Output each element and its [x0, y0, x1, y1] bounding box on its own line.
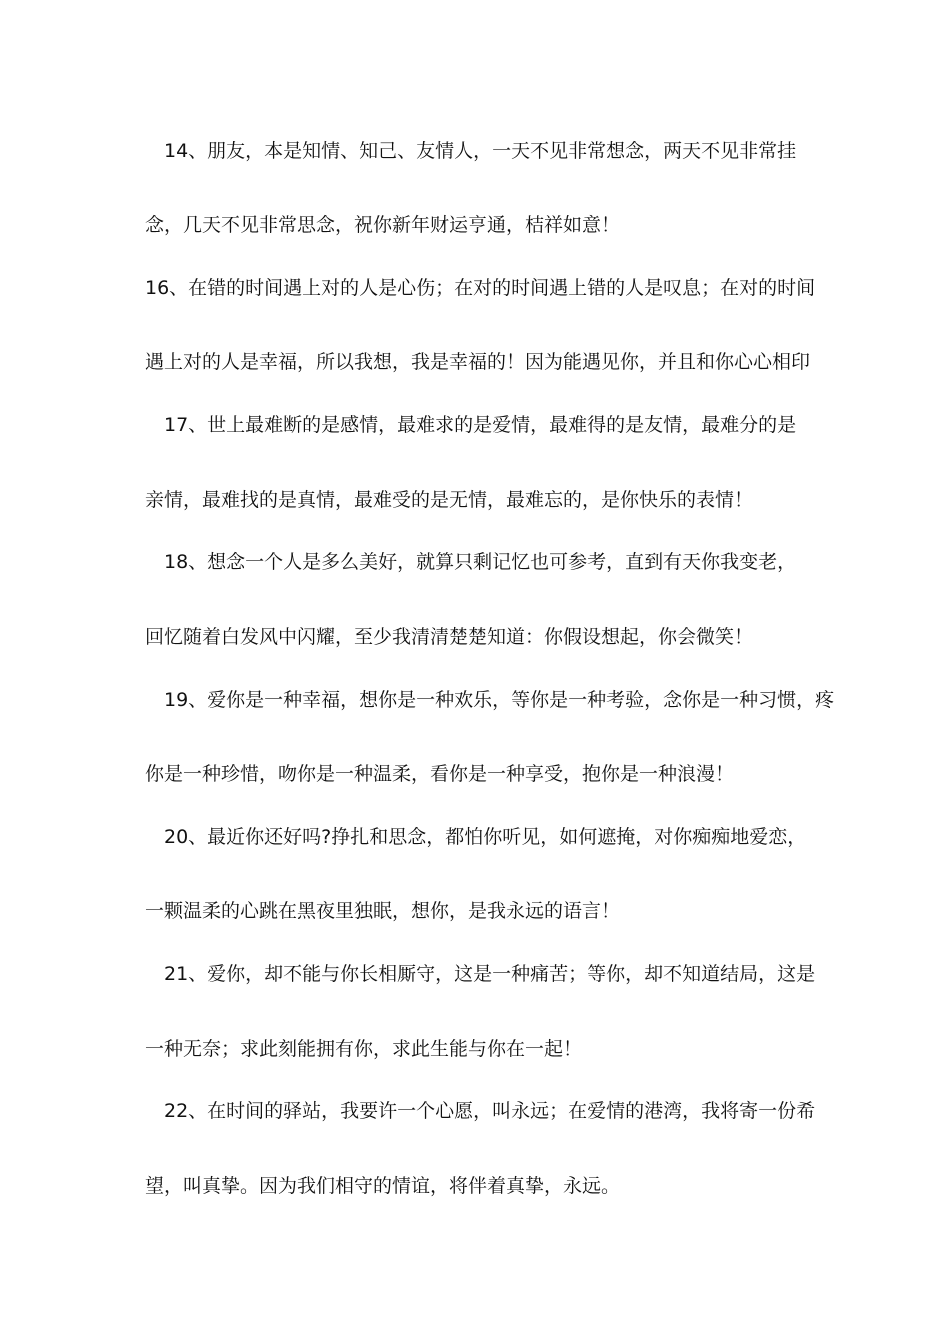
- paragraph-19-line-2: 你是一种珍惜，吻你是一种温柔，看你是一种享受，抱你是一种浪漫！: [145, 763, 735, 785]
- paragraph-14-line-1: 14、朋友，本是知情、知己、友情人，一天不见非常想念，两天不见非常挂: [164, 140, 797, 162]
- paragraph-16-line-1: 16、在错的时间遇上对的人是心伤；在对的时间遇上错的人是叹息；在对的时间: [145, 277, 816, 299]
- paragraph-22-line-1: 22、在时间的驿站，我要许一个心愿，叫永远；在爱情的港湾，我将寄一份希: [164, 1100, 816, 1122]
- paragraph-21-line-1: 21、爱你，却不能与你长相厮守，这是一种痛苦；等你，却不知道结局，这是: [164, 963, 816, 985]
- paragraph-20-line-1: 20、最近你还好吗?挣扎和思念，都怕你听见，如何遮掩，对你痴痴地爱恋，: [164, 826, 807, 848]
- paragraph-17-line-2: 亲情，最难找的是真情，最难受的是无情，最难忘的，是你快乐的表情！: [145, 489, 754, 511]
- paragraph-18-line-2: 回忆随着白发风中闪耀，至少我清清楚楚知道：你假设想起，你会微笑！: [145, 626, 754, 648]
- paragraph-21-line-2: 一种无奈；求此刻能拥有你，求此生能与你在一起！: [145, 1038, 583, 1060]
- paragraph-20-line-2: 一颗温柔的心跳在黑夜里独眠，想你，是我永远的语言！: [145, 900, 621, 922]
- paragraph-17-line-1: 17、世上最难断的是感情，最难求的是爱情，最难得的是友情，最难分的是: [164, 414, 797, 436]
- paragraph-14-line-2: 念，几天不见非常思念，祝你新年财运亨通，桔祥如意！: [145, 214, 621, 236]
- paragraph-18-line-1: 18、想念一个人是多么美好，就算只剩记忆也可参考，直到有天你我变老，: [164, 551, 797, 573]
- paragraph-22-line-2: 望，叫真挚。因为我们相守的情谊，将伴着真挚，永远。: [145, 1175, 621, 1197]
- paragraph-16-line-2: 遇上对的人是幸福，所以我想，我是幸福的！因为能遇见你，并且和你心心相印: [145, 351, 811, 373]
- paragraph-19-line-1: 19、爱你是一种幸福，想你是一种欢乐，等你是一种考验，念你是一种习惯，疼: [164, 689, 835, 711]
